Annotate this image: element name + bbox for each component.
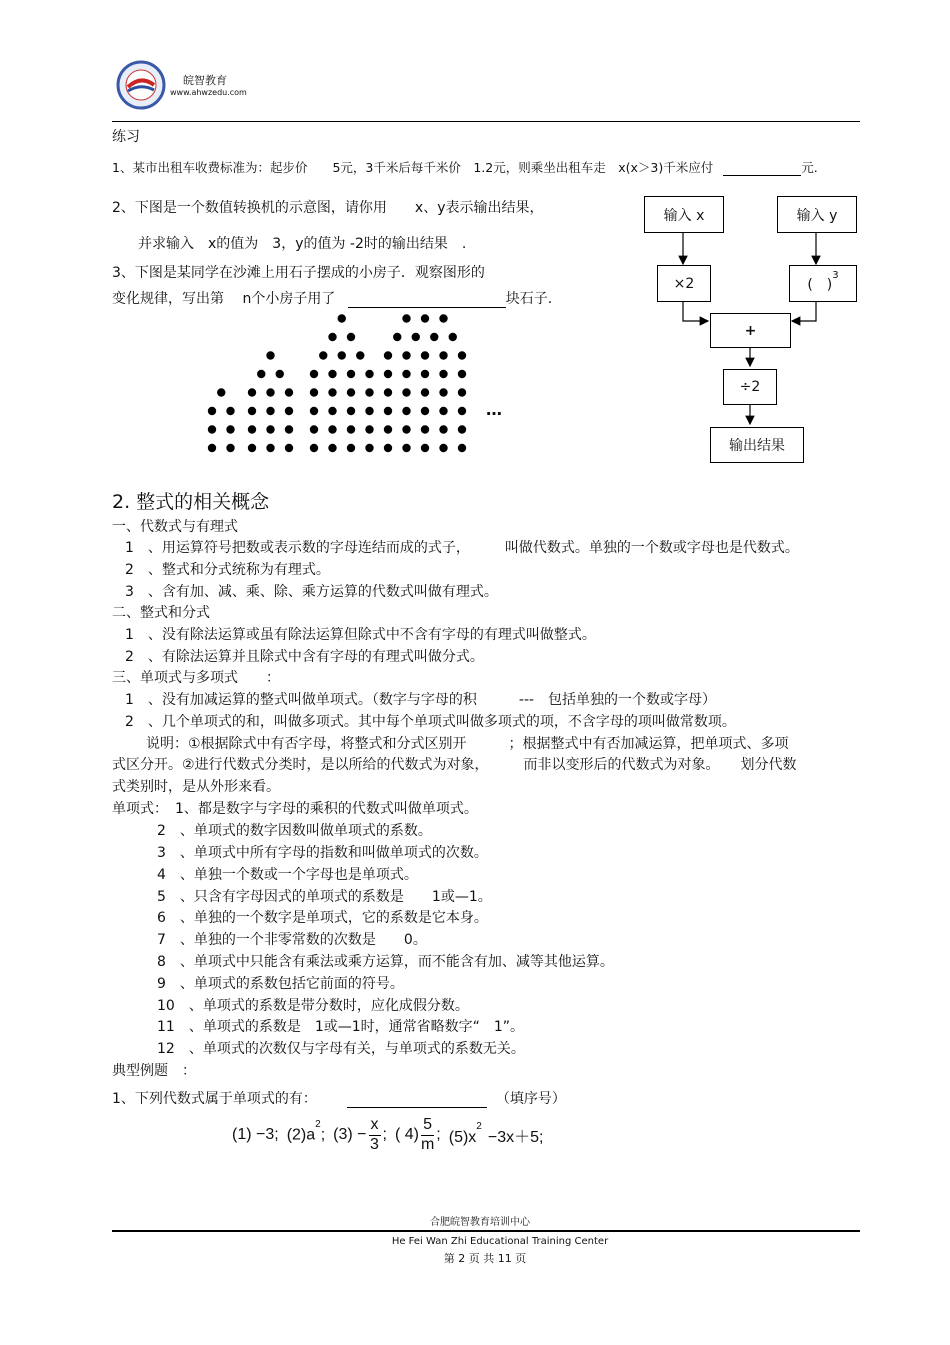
concept-line: 10 、单项式的系数是带分数时，应化成假分数。 xyxy=(157,998,469,1014)
example-expressions xyxy=(232,1110,543,1160)
expr-4-den: m xyxy=(420,1135,435,1153)
stone-dot xyxy=(266,351,274,359)
stone-dot xyxy=(384,388,392,396)
q1-answer-blank[interactable] xyxy=(723,175,801,176)
stone-dot xyxy=(285,425,293,433)
expr-3 xyxy=(333,1116,387,1154)
stone-dot xyxy=(266,425,274,433)
stone-dot xyxy=(347,425,355,433)
stone-dot xyxy=(226,444,234,452)
stone-dot xyxy=(356,351,364,359)
stone-dot xyxy=(217,388,225,396)
flow-cube-paren: ( ) xyxy=(807,276,833,293)
stone-dot xyxy=(439,407,447,415)
stone-dot xyxy=(421,444,429,452)
stone-dot xyxy=(310,444,318,452)
flow-times2: ×2 xyxy=(657,265,711,302)
stone-dot xyxy=(402,351,410,359)
concept-line: 一、代数式与有理式 xyxy=(112,519,238,535)
stone-dot xyxy=(402,407,410,415)
concept-line: 1 、没有除法运算或虽有除法运算但除式中不含有字母的有理式叫做整式。 xyxy=(125,627,596,643)
concept-line: 11 、单项式的系数是 1或—1时，通常省略数字“ 1”。 xyxy=(157,1019,525,1035)
q1-suffix: 元. xyxy=(801,160,818,175)
concept-line: 单项式： 1、都是数字与字母的乘积的代数式叫做单项式。 xyxy=(112,801,478,817)
stone-dot xyxy=(328,444,336,452)
practice-title: 练习 xyxy=(112,129,140,145)
expr-2-exp: 2 xyxy=(315,1119,321,1131)
stone-dot xyxy=(208,407,216,415)
q3-suffix: 块石子. xyxy=(505,291,553,307)
stone-dot xyxy=(384,425,392,433)
expr-4-num: 5 xyxy=(421,1116,434,1135)
practice-q3-line2 xyxy=(112,288,552,308)
concept-line: 4 、单独一个数或一个字母也是单项式。 xyxy=(157,867,418,883)
stone-dot xyxy=(421,314,429,322)
stone-dot xyxy=(458,407,466,415)
stone-dot xyxy=(439,444,447,452)
stone-dot xyxy=(328,333,336,341)
stone-dots xyxy=(208,306,466,452)
stone-dot xyxy=(384,407,392,415)
stone-dot xyxy=(285,407,293,415)
footer-center-en: He Fei Wan Zhi Educational Training Center xyxy=(391,1236,609,1247)
stone-dot xyxy=(338,351,346,359)
stone-dot xyxy=(421,425,429,433)
expr-3-num: x xyxy=(369,1116,381,1135)
stone-dot xyxy=(276,370,284,378)
expr-5 xyxy=(448,1121,544,1147)
header-url: www.ahwzedu.com xyxy=(170,88,247,97)
concept-line: 说明：①根据除式中有否字母，将整式和分式区别开 ；根据整式中有否加减运算，把单项式、多项 xyxy=(146,736,789,752)
expr-3-fraction xyxy=(369,1116,381,1154)
concept-line: 12 、单项式的次数仅与字母有关，与单项式的系数无关。 xyxy=(157,1041,525,1057)
stone-dot xyxy=(319,351,327,359)
concept-line: 1 、没有加减运算的整式叫做单项式。（数字与字母的积 --- 包括单独的一个数或字母） xyxy=(125,692,717,708)
stone-dot xyxy=(347,407,355,415)
stone-dot xyxy=(402,388,410,396)
concept-line: 2 、单项式的数字因数叫做单项式的系数。 xyxy=(157,823,432,839)
concept-line: 1 、用运算符号把数或表示数的字母连结而成的式子， 叫做代数式。单独的一个数或字母也是代数式。 xyxy=(125,540,799,556)
expr-3-den: 3 xyxy=(370,1135,379,1153)
expr-4 xyxy=(395,1116,441,1154)
flow-input-x: 输入 x xyxy=(644,196,724,233)
example-q1-text: 1、下列代数式属于单项式的有： xyxy=(112,1091,317,1107)
example-q1-blank[interactable] xyxy=(347,1107,487,1108)
concept-line: 典型例题 ： xyxy=(112,1063,196,1079)
expr-5-rest: −3x＋5; xyxy=(487,1128,544,1146)
expr-2-sep: ; xyxy=(320,1126,326,1144)
stone-dot xyxy=(365,388,373,396)
footer-center-cn: 合肥皖智教育培训中心 xyxy=(430,1217,530,1228)
concept-line: 式类别时，是从外形来看。 xyxy=(112,779,280,795)
stone-dot xyxy=(402,314,410,322)
expr-1: (1) −3; xyxy=(232,1126,279,1143)
stone-dot xyxy=(384,370,392,378)
footer-page: 第 2 页 共 11 页 xyxy=(443,1252,527,1265)
stone-dot xyxy=(310,407,318,415)
concept-line: 三、单项式与多项式 ： xyxy=(112,670,280,686)
stone-dot xyxy=(393,333,401,341)
expr-5-base: (5)x xyxy=(448,1128,477,1146)
practice-q1 xyxy=(112,158,818,176)
header-brand: 皖智教育 xyxy=(183,74,227,87)
stone-dot xyxy=(208,444,216,452)
stone-dot xyxy=(257,370,265,378)
stone-dot xyxy=(248,388,256,396)
expr-2-base: (2)a xyxy=(286,1126,316,1144)
header-divider xyxy=(112,121,860,122)
stone-dot xyxy=(310,388,318,396)
footer-divider xyxy=(112,1230,860,1232)
example-q1 xyxy=(112,1088,566,1108)
stone-dot xyxy=(439,388,447,396)
stone-dot xyxy=(226,407,234,415)
stone-dot xyxy=(365,407,373,415)
stone-dot xyxy=(208,425,216,433)
stone-dot xyxy=(458,388,466,396)
stone-dot xyxy=(421,351,429,359)
stone-dot xyxy=(248,425,256,433)
stone-dot xyxy=(347,333,355,341)
stone-dot xyxy=(458,351,466,359)
stone-dot xyxy=(458,370,466,378)
stone-dot xyxy=(310,370,318,378)
stone-dot xyxy=(449,333,457,341)
concept-line: 3 、单项式中所有字母的指数和叫做单项式的次数。 xyxy=(157,845,488,861)
practice-q2-line2: 并求输入 x的值为 3，y的值为 -2时的输出结果 . xyxy=(138,236,467,252)
q1-text: 1、某市出租车收费标准为：起步价 5元，3千米后每千米价 1.2元，则乘坐出租车走 x(x＞3)千米应付 xyxy=(112,160,714,175)
stone-dot xyxy=(365,370,373,378)
stone-dot xyxy=(412,333,420,341)
concept-line: 2 、整式和分式统称为有理式。 xyxy=(125,562,330,578)
stone-houses-figure xyxy=(200,306,520,462)
practice-q3-line1: 3、下图是某同学在沙滩上用石子摆成的小房子．观察图形的 xyxy=(112,265,485,281)
stone-dot xyxy=(328,425,336,433)
concept-line: 二、整式和分式 xyxy=(112,605,210,621)
section-title: 2. 整式的相关概念 xyxy=(112,491,270,513)
stone-dot xyxy=(338,314,346,322)
stone-dot xyxy=(310,425,318,433)
logo xyxy=(116,60,166,110)
stone-dot xyxy=(266,444,274,452)
flow-plus: + xyxy=(710,313,791,348)
stone-dot xyxy=(421,388,429,396)
flow-cube-exponent: 3 xyxy=(832,270,839,281)
dots-ellipsis: … xyxy=(486,400,503,419)
stone-dot xyxy=(458,444,466,452)
stone-dot xyxy=(384,444,392,452)
stone-dot xyxy=(328,388,336,396)
example-q1-suffix: （填序号） xyxy=(495,1091,566,1107)
expr-4-fraction xyxy=(421,1116,434,1154)
stone-dot xyxy=(347,388,355,396)
expr-2 xyxy=(286,1119,326,1144)
stone-dot xyxy=(458,425,466,433)
flow-input-y: 输入 y xyxy=(777,196,857,233)
flow-output: 输出结果 xyxy=(710,427,804,463)
stone-dot xyxy=(266,407,274,415)
stone-dot xyxy=(248,407,256,415)
stone-dot xyxy=(402,425,410,433)
q3-text: 变化规律，写出第 n个小房子用了 xyxy=(112,291,336,307)
stone-dot xyxy=(439,314,447,322)
stone-dot xyxy=(266,388,274,396)
stone-dot xyxy=(421,407,429,415)
flow-cube xyxy=(789,265,857,302)
concept-line: 8 、单项式中只能含有乘法或乘方运算，而不能含有加、减等其他运算。 xyxy=(157,954,614,970)
stone-dot xyxy=(347,370,355,378)
stone-dot xyxy=(439,351,447,359)
concept-line: 2 、有除法运算并且除式中含有字母的有理式叫做分式。 xyxy=(125,649,484,665)
stone-dot xyxy=(439,425,447,433)
stone-dot xyxy=(328,407,336,415)
stone-dot xyxy=(365,425,373,433)
concept-line: 3 、含有加、减、乘、除、乘方运算的代数式叫做有理式。 xyxy=(125,584,498,600)
concept-line: 2 、几个单项式的和，叫做多项式。其中每个单项式叫做多项式的项，不含字母的项叫做常数项。 xyxy=(125,714,736,730)
expr-3-sep: ; xyxy=(382,1126,387,1143)
stone-dot xyxy=(365,444,373,452)
stone-dot xyxy=(402,370,410,378)
stone-dot xyxy=(226,425,234,433)
stone-dot xyxy=(439,370,447,378)
practice-q2-line1: 2、下图是一个数值转换机的示意图，请你用 x、y表示输出结果， xyxy=(112,200,544,216)
expr-5-exp: 2 xyxy=(476,1121,482,1133)
concept-line: 9 、单项式的系数包括它前面的符号。 xyxy=(157,976,404,992)
logo-emblem-icon xyxy=(116,60,166,110)
stone-dot xyxy=(248,444,256,452)
stone-dot xyxy=(402,444,410,452)
expr-3-sign: (3) − xyxy=(333,1126,367,1143)
stone-dot xyxy=(384,351,392,359)
concept-line: 7 、单独的一个非零常数的次数是 0。 xyxy=(157,932,427,948)
stone-dot xyxy=(285,388,293,396)
stone-dot xyxy=(347,444,355,452)
concept-line: 5 、只含有字母因式的单项式的系数是 1或—1。 xyxy=(157,889,492,905)
flow-div2: ÷2 xyxy=(723,369,777,405)
stone-dot xyxy=(430,333,438,341)
expr-4-sep: ; xyxy=(436,1126,441,1143)
stone-dot xyxy=(328,370,336,378)
concept-line: 6 、单独的一个数字是单项式，它的系数是它本身。 xyxy=(157,910,488,926)
expr-4-label: ( 4) xyxy=(394,1126,419,1143)
stone-dot xyxy=(285,444,293,452)
concept-line: 式区分开。②进行代数式分类时，是以所给的代数式为对象， 而非以变形后的代数式为对象。 划分代数 xyxy=(112,757,797,773)
stone-dot xyxy=(421,370,429,378)
